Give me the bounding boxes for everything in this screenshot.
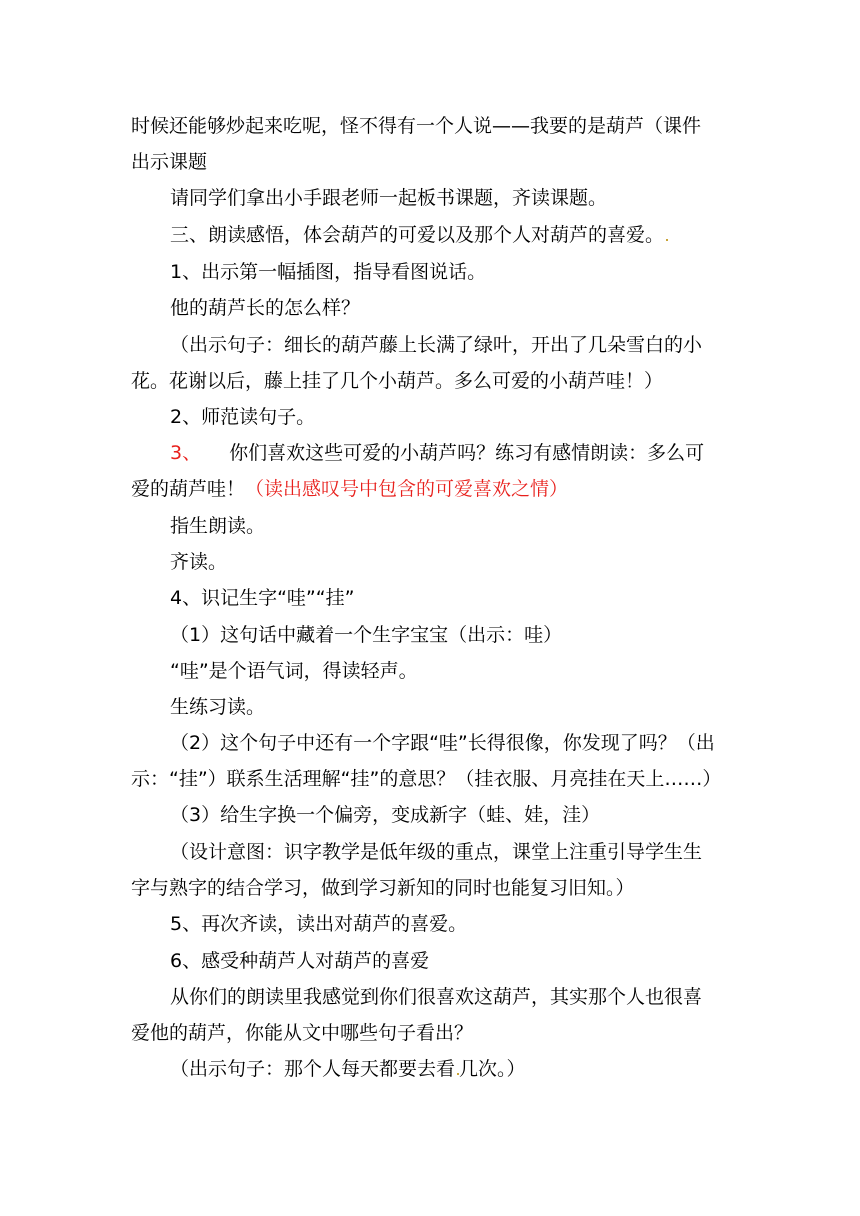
paragraph-line: （3）给生字换一个偏旁，变成新字（蛙、娃，洼） [170,804,601,826]
paragraph-line: 爱他的葫芦，你能从文中哪些句子看出？ [131,1022,474,1044]
paragraph-line: 他的葫芦长的怎么样？ [170,297,361,319]
line-text: 几次。） [459,1058,526,1080]
line-text: （出示句子：那个人每天都要去看 [170,1058,456,1080]
highlight-note: （读出感叹号中包含的可爱喜欢之情） [245,478,569,500]
paragraph-line: 时候还能够炒起来吃呢，怪不得有一个人说——我要的是葫芦（课件 [131,115,702,137]
paragraph-line: 生练习读。 [170,696,266,718]
paragraph-line: 示：“挂”）联系生活理解“挂”的意思？（挂衣服、月亮挂在天上……） [131,768,722,790]
paragraph-line: （2）这个句子中还有一个字跟“哇”长得很像，你发现了吗？（出 [170,732,715,754]
paragraph-line: （出示句子：细长的葫芦藤上长满了绿叶，开出了几朵雪白的小 [170,334,703,356]
numbered-line [170,441,704,465]
paragraph-line: 字与熟字的结合学习，做到学习新知的同时也能复习旧知。） [131,877,635,899]
paragraph-line: “哇”是个语气词，得读轻声。 [170,660,418,682]
line-text: 爱的葫芦哇！ [131,478,246,500]
paragraph-line: （1）这句话中藏着一个生字宝宝（出示：哇） [170,624,563,646]
mark-dot [666,239,668,241]
paragraph-line: （设计意图：识字教学是低年级的重点，课堂上注重引导学生生 [170,841,703,863]
paragraph-line: 指生朗读。 [170,515,266,537]
item-number: 3、 [170,442,202,464]
paragraph-line: 6、感受种葫芦人对葫芦的喜爱 [170,950,430,972]
paragraph-line: 2、师范读句子。 [170,406,316,428]
paragraph-line: 齐读。 [170,551,228,573]
paragraph-line: 花。花谢以后，藤上挂了几个小葫芦。多么可爱的小葫芦哇！） [131,370,664,392]
section-heading [170,223,668,247]
paragraph-line: 出示课题 [131,151,208,173]
section-heading-text: 三、朗读感悟，体会葫芦的可爱以及那个人对葫芦的喜爱。 [170,224,665,246]
item-text: 你们喜欢这些可爱的小葫芦吗？练习有感情朗读：多么可 [229,442,705,464]
paragraph-line: 请同学们拿出小手跟老师一起板书课题，齐读课题。 [170,187,608,209]
paragraph-line: 1、出示第一幅插图，指导看图说话。 [170,261,487,283]
paragraph-line: 5、再次齐读，读出对葫芦的喜爱。 [170,913,468,935]
paragraph-line: 4、识记生字“哇”“挂” [170,587,355,609]
paragraph-line [131,477,568,501]
paragraph-line: 从你们的朗读里我感觉到你们很喜欢这葫芦，其实那个人也很喜 [170,986,703,1008]
paragraph-line [170,1057,526,1081]
